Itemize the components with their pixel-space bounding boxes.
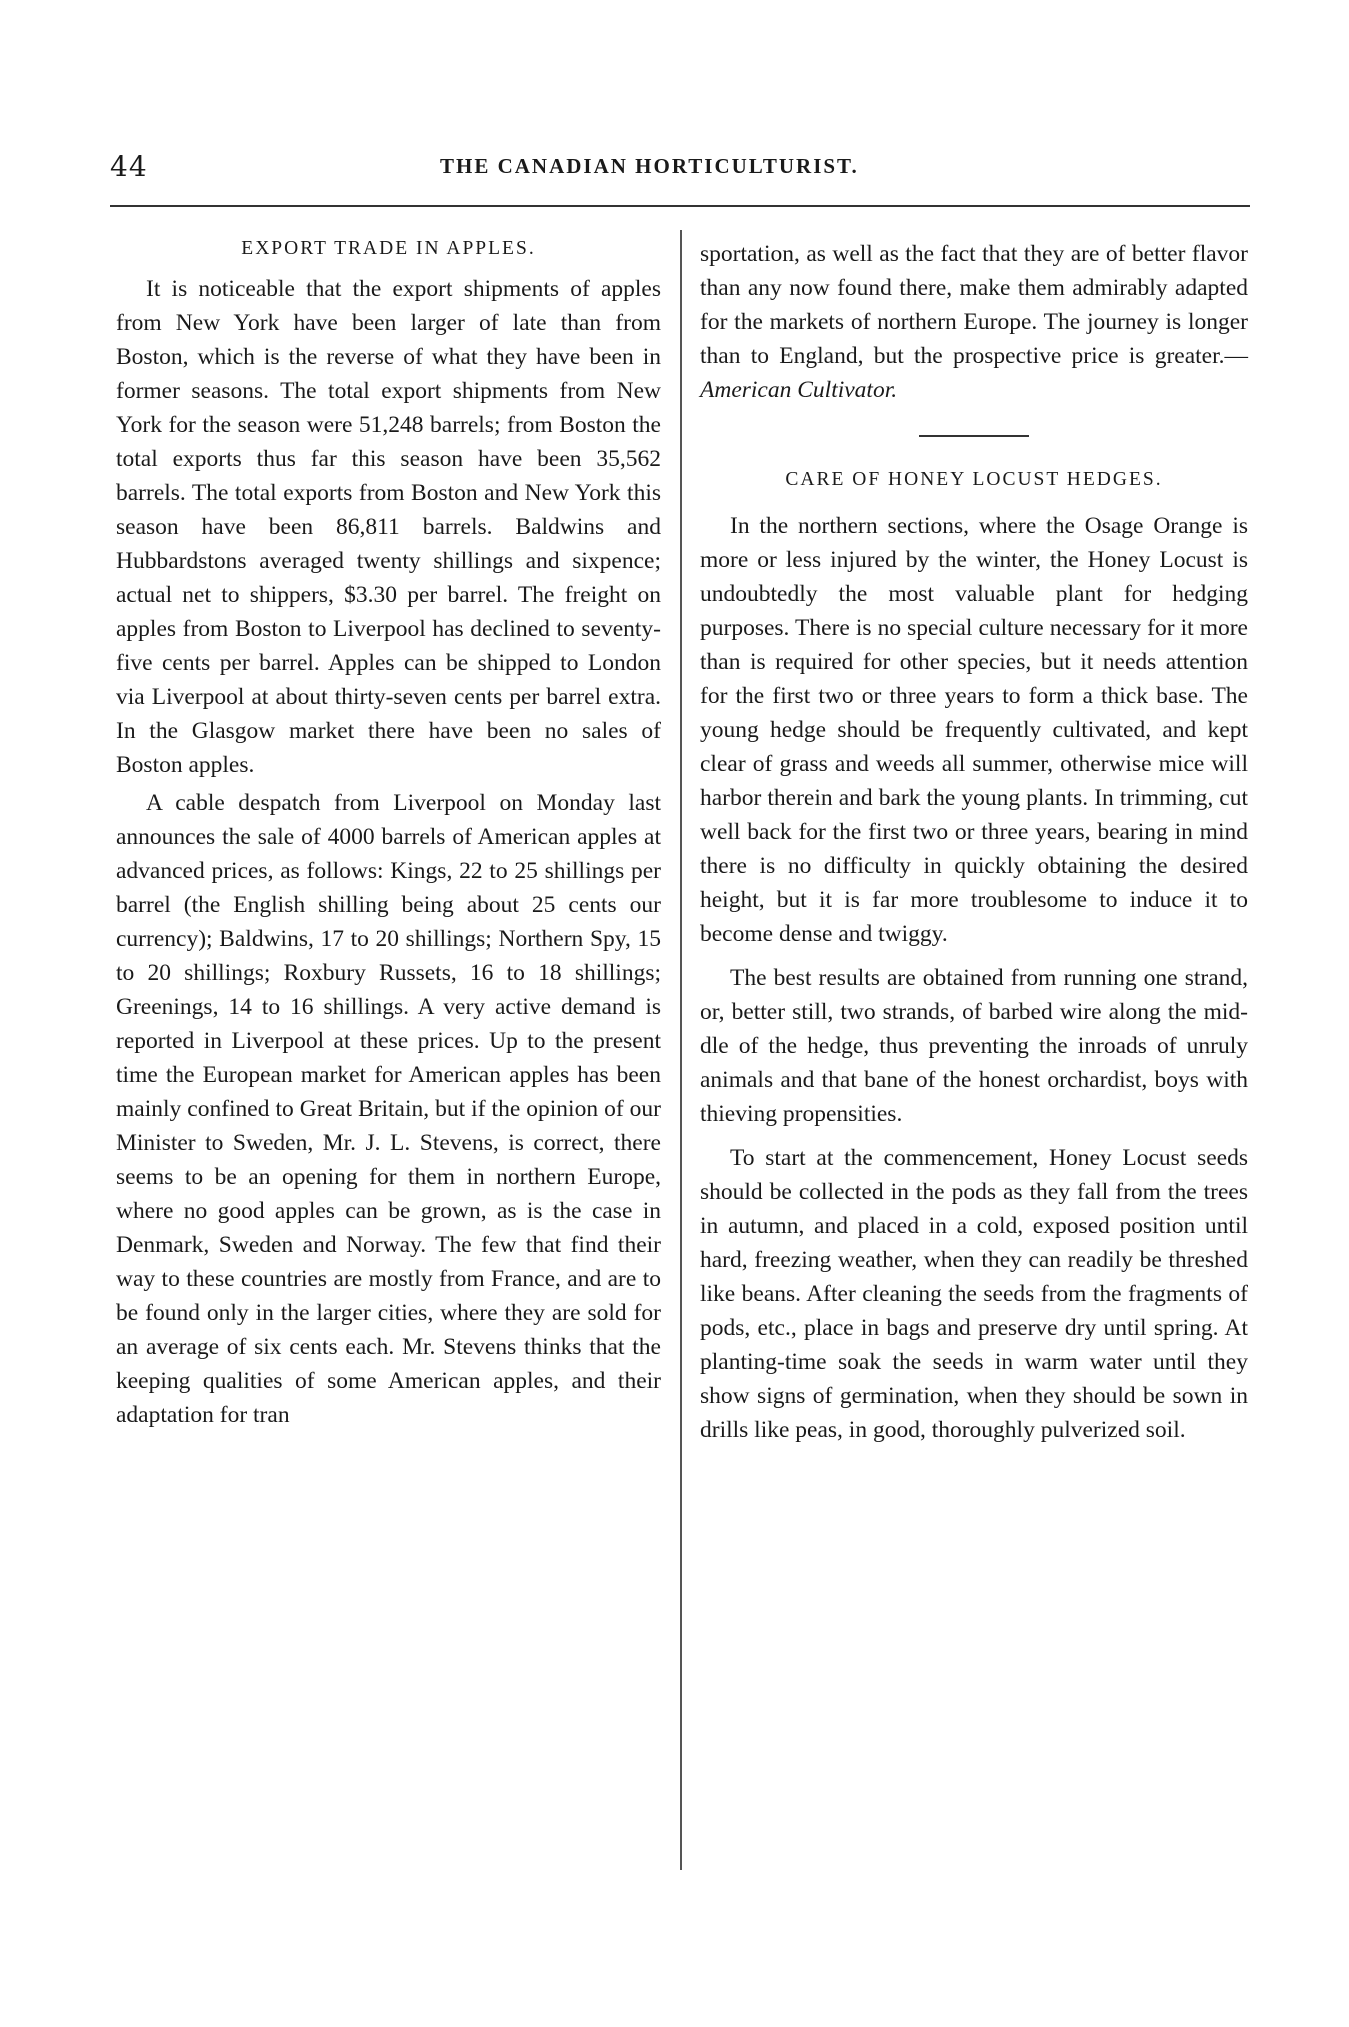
running-head — [110, 150, 1250, 190]
article-paragraph: A cable despatch from Liverpool on Monday last announces the sale of 4000 barrels of American apples at advanced prices, as follows: Kings, 22 to 25 shillings per barrel (the English shilling being about 25 cents our currency); Baldwins, 17 to 20 shillings; Northern Spy, 15 to 20 shillings; Roxbury Russets, 16 to 18 shillings; Greenings, 14 to 16 shillings. A very active demand is reported in Liverpool at these prices. Up to the present time the European market for American apples has been mainly confined to Great Britain, but if the opinion of our Minister to Sweden, Mr. J. L. Stevens, is correct, there seems to be an opening for them in northern Europe, where no good apples can be grown, as is the case in Denmark, Sweden and Norway. The few that find their way to these countries are mostly from France, and are to be found only in the larger cities, where they are sold for an average of six cents each. Mr. Stevens thinks that the keeping qualities of some American apples, and their adaptation for tran — [116, 790, 661, 1428]
left-column — [116, 232, 661, 1432]
journal-title: THE CANADIAN HORTICULTURIST. — [440, 154, 859, 178]
article-paragraph: To start at the commencement, Honey Locust seeds should be collected in the pods as they fall from the trees in autumn, and placed in a cold, exposed position until hard, freezing weather, when they can readily be threshed like beans. After cleaning the seeds from the fragments of pods, etc., place in bags and preserve dry until spring. At planting-time soak the seeds in warm water until they show signs of germination, when they should be sown in drills like peas, in good, thoroughly pulverized soil. — [700, 1145, 1248, 1443]
article-source: American Cultivator. — [700, 377, 898, 403]
column-divider — [680, 230, 682, 1870]
continuation-text: sportation, as well as the fact that they are of better flavor than any now found there, make them admirably adapted for the markets of northern Europe. The journey is longer than to England, but the prospective price is greater.— — [700, 241, 1248, 369]
article-paragraph: In the northern sections, where the Osage Orange is more or less injured by the winter, the Honey Locust is undoubtedly the most valuable plant for hedging purposes. There is no special culture necessary for it more than is required for other species, but it needs attention for the first two or three years to form a thick base. The young hedge should be frequently cultivated, and kept clear of grass and weeds all summer, otherwise mice will harbor therein and bark the young plants. In trimming, cut well back for the first two or three years, bearing in mind there is no difficulty in quickly obtaining the desired height, but it is far more troublesome to induce it to become dense and twiggy. — [700, 513, 1248, 947]
article-paragraph: It is noticeable that the export shipments of apples from New York have been larger of late than from Boston, which is the reverse of what they have been in former seasons. The total export shipments from New York for the season were 51,248 barrels; from Boston the total exports thus far this season have been 35,562 barrels. The total exports from Boston and New York this season have been 86,811 barrels. Baldwins and Hubbardstons averaged twenty shillings and sixpence; actual net to shippers, $3.30 per barrel. The freight on apples from Boston to Liverpool has declined to seventy-five cents per barrel. Apples can be shipped to London via Liverpool at about thirty-seven cents per barrel extra. In the Glasgow market there have been no sales of Boston apples. — [116, 276, 661, 778]
article-title-honey-locust: CARE OF HONEY LOCUST HEDGES. — [785, 469, 1163, 490]
right-column — [700, 237, 1248, 1447]
header-rule — [110, 205, 1250, 207]
article-continuation — [700, 237, 1248, 407]
article-paragraph: The best results are obtained from running one strand, or, better still, two strands, of barbed wire along the middle of the hedge, thus preventing the inroads of unruly animals and that bane of the honest orchardist, boys with thieving propensities. — [700, 965, 1248, 1127]
article-title-export-trade: EXPORT TRADE IN APPLES. — [241, 238, 536, 259]
page-number: 44 — [110, 150, 148, 183]
article-separator — [919, 435, 1029, 437]
